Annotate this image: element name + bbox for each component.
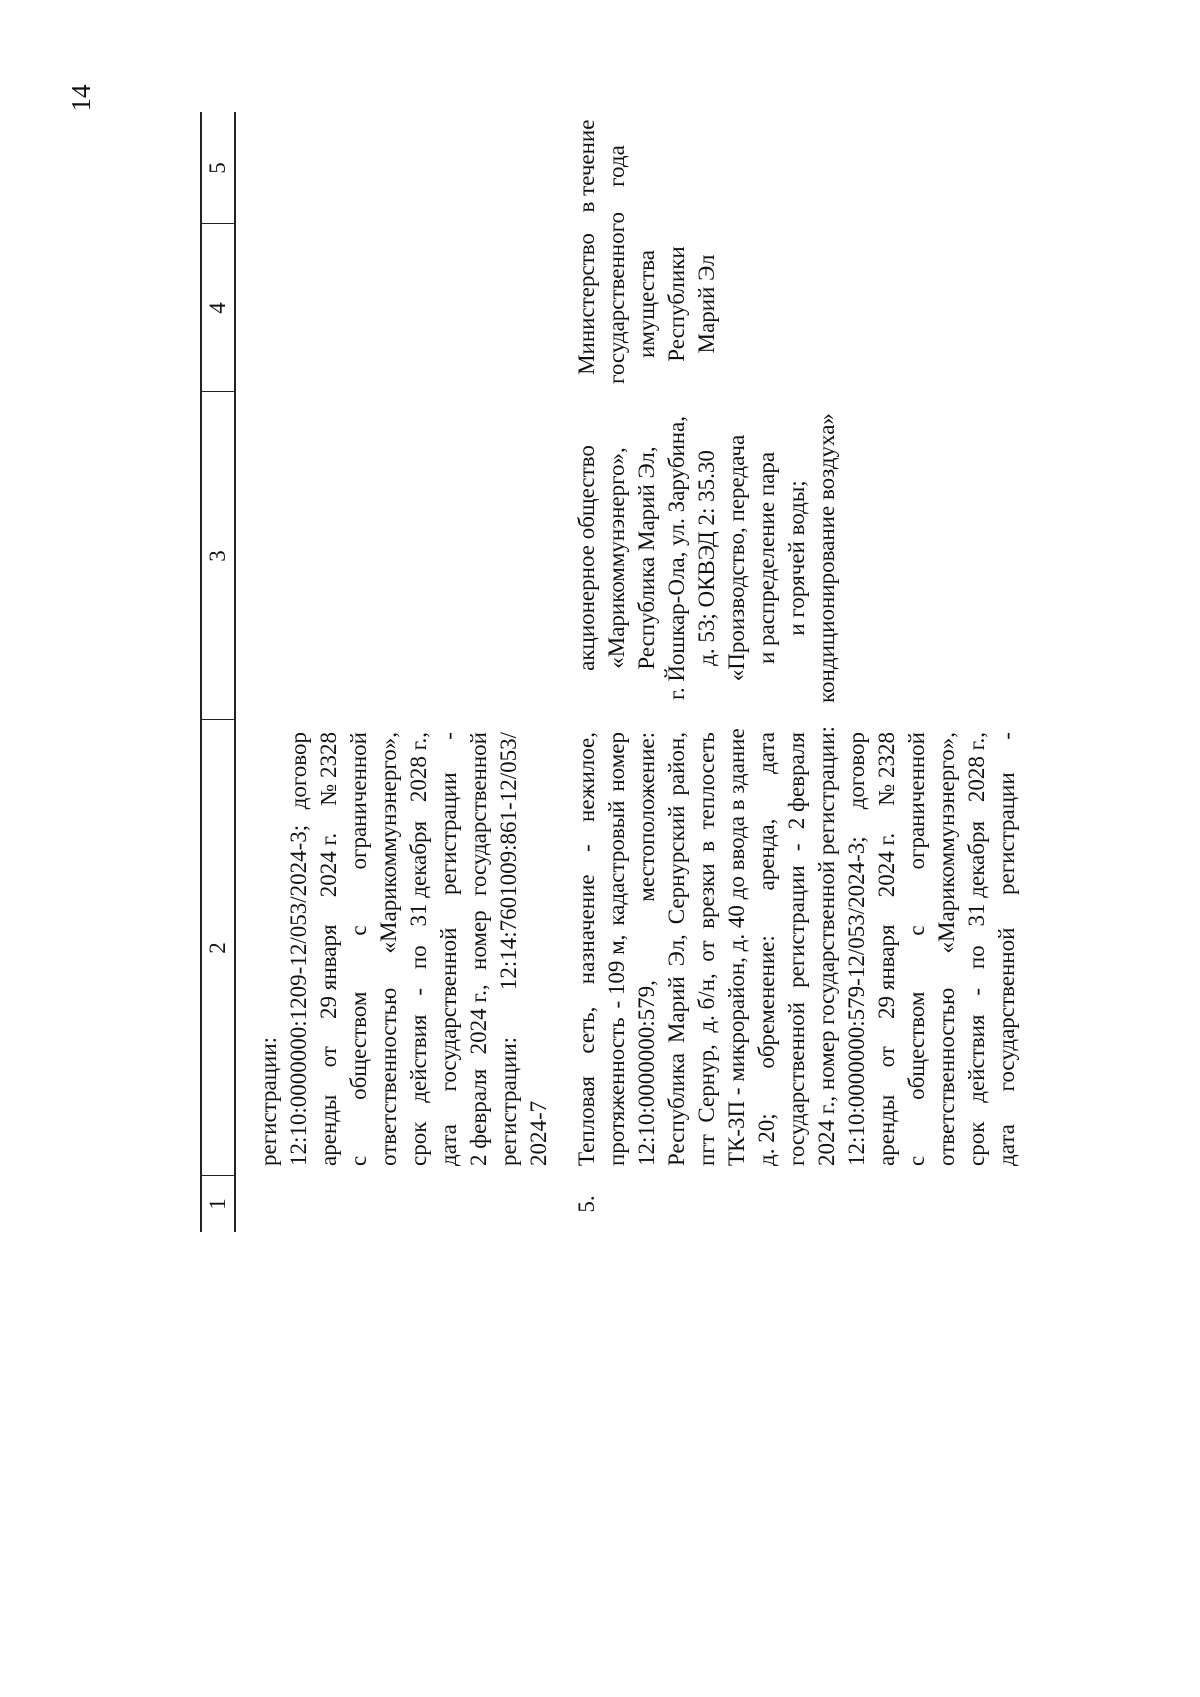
text-line	[404, 732, 434, 1166]
word: государственной	[436, 927, 461, 1092]
text-line	[434, 732, 464, 1166]
deadline-cell	[572, 112, 632, 220]
word: Эл,	[664, 934, 689, 967]
word: теплосеть	[694, 732, 719, 830]
word: -	[994, 732, 1019, 740]
text-line	[662, 732, 692, 1166]
word: регистрации	[436, 772, 461, 895]
organization-cell	[572, 398, 842, 718]
word: кадастровый	[604, 800, 629, 926]
word: 2024 г.,	[466, 984, 491, 1055]
word: 2028 г.,	[964, 732, 989, 803]
column-number-5: 5	[205, 162, 230, 174]
word: договор	[844, 732, 869, 810]
word: обременение:	[754, 935, 779, 1069]
word: № 2328	[874, 732, 899, 806]
table-sheet	[200, 112, 1190, 1232]
text-line: кондиционирование воздуха»	[814, 413, 839, 703]
word: регистрации	[994, 772, 1019, 895]
text-line: г. Йошкар-Ола, ул. Зарубина,	[664, 415, 689, 701]
word: -	[784, 843, 809, 852]
column-number-2: 2	[205, 942, 230, 954]
word: врезки	[694, 863, 719, 929]
text-line: «Производство, передача	[724, 434, 749, 682]
word: 2 февраля	[466, 1068, 491, 1166]
word: Республика	[664, 1053, 689, 1166]
word: 12:14:7601009:861-12/053/	[496, 732, 521, 991]
word: от	[694, 940, 719, 962]
word: пгт	[694, 1134, 719, 1166]
word: договор	[286, 732, 311, 810]
word: дата	[754, 732, 779, 774]
word: назначение	[574, 874, 599, 985]
word: 29 января	[874, 924, 899, 1019]
text-line	[962, 732, 992, 1166]
word: -	[964, 987, 989, 996]
word: -	[406, 987, 431, 996]
word: обществом	[346, 991, 371, 1100]
word: район,	[664, 732, 689, 796]
word: дата	[436, 1124, 461, 1166]
text-line	[992, 732, 1022, 1166]
word: ограниченной	[904, 732, 929, 870]
word: срок	[406, 1121, 431, 1166]
text-line	[572, 732, 602, 1166]
text-line: Марий Эл	[694, 254, 719, 354]
text-line	[902, 732, 932, 1166]
text-line	[524, 732, 554, 1166]
word: протяженность	[604, 1017, 629, 1166]
word: номер	[466, 910, 491, 970]
text-line	[782, 732, 812, 1166]
word: аренды	[874, 1094, 899, 1166]
word: государственной	[466, 732, 491, 896]
word: нежилое,	[574, 732, 599, 822]
word: 2 февраля	[784, 732, 809, 830]
word: от	[316, 1046, 341, 1068]
text-line: Республики	[664, 246, 689, 362]
word: по	[964, 945, 989, 970]
word: обществом	[904, 991, 929, 1100]
column-number-4: 4	[205, 302, 230, 314]
word: Марий	[664, 976, 689, 1044]
word: регистрации:	[496, 1036, 521, 1166]
word: с	[346, 925, 371, 936]
text-line	[344, 732, 374, 1166]
text-line	[374, 732, 404, 1166]
text-line: и распределение пара	[754, 451, 779, 665]
word: 29 января	[316, 924, 341, 1019]
word: по	[406, 945, 431, 970]
text-line	[692, 732, 722, 1166]
word: государственной	[784, 1002, 809, 1166]
text-line: и горячей воды;	[784, 480, 809, 636]
word: «Марикоммунэнерго»,	[376, 732, 401, 954]
word: дата	[994, 1124, 1019, 1166]
word: сеть,	[574, 1006, 599, 1054]
word: № 2328	[316, 732, 341, 806]
word: - 109 м,	[604, 934, 629, 1009]
text-line	[932, 732, 962, 1166]
text-line	[284, 732, 314, 1166]
word: 31 декабря	[406, 820, 431, 927]
text-line: года	[604, 145, 629, 187]
word: 2028 г.,	[406, 732, 431, 803]
text-line	[602, 732, 632, 1166]
word: 12:10:0000000:1209-12/053/2024-3;	[286, 824, 311, 1166]
column-number-3: 3	[205, 550, 230, 562]
word: -	[574, 844, 599, 852]
word: ограниченной	[346, 732, 371, 870]
object-description-cell	[254, 732, 554, 1166]
word: Сернурский	[664, 805, 689, 925]
word: д. 20;	[754, 1113, 779, 1166]
word: аренды	[316, 1094, 341, 1166]
word: Тепловая	[574, 1075, 599, 1166]
word: д. б/н,	[694, 973, 719, 1033]
word: ответственностью	[376, 987, 401, 1166]
text-line: государственного	[604, 212, 629, 384]
word: Сернур,	[694, 1044, 719, 1123]
responsible-body-cell	[572, 212, 722, 384]
text-line: имущества	[634, 250, 659, 358]
word: 12:10:0000000:579-12/053/2024-3;	[844, 836, 869, 1166]
word: 2024-7	[526, 1100, 551, 1166]
word: 2024 г., номер государственной регистрации:	[814, 726, 839, 1166]
word: номер	[604, 732, 629, 792]
word: в	[694, 841, 719, 852]
word: с	[904, 1155, 929, 1166]
text-line: акционерное общество	[574, 445, 599, 671]
text-line: Республика Марий Эл,	[634, 446, 659, 670]
word: аренда,	[754, 818, 779, 891]
text-line	[494, 732, 524, 1166]
word: с	[346, 1155, 371, 1166]
object-description-cell	[572, 726, 1022, 1166]
text-line	[632, 732, 662, 1166]
page-number: 14	[66, 84, 96, 112]
text-line	[254, 732, 284, 1166]
word: государственной	[994, 927, 1019, 1092]
word: 2024 г.	[874, 832, 899, 898]
text-line: Министерство	[574, 233, 599, 375]
text-line	[812, 726, 842, 1166]
word: 31 декабря	[964, 820, 989, 927]
word: 2024 г.	[316, 832, 341, 898]
text-line: «Марикоммунэнерго»,	[604, 447, 629, 669]
text-line: в течение	[574, 119, 599, 213]
word: срок	[964, 1121, 989, 1166]
word: местоположение:	[634, 732, 659, 902]
word: ТК-3П - микрорайон, д. 40 до ввода в здание	[724, 728, 749, 1166]
word: действия	[964, 1014, 989, 1103]
table-header-row	[200, 112, 236, 1232]
word: -	[436, 732, 461, 740]
word: регистрации	[784, 865, 809, 988]
text-line	[314, 732, 344, 1166]
text-line	[872, 732, 902, 1166]
word: «Марикоммунэнерго»,	[934, 732, 959, 954]
word: от	[874, 1046, 899, 1068]
word: действия	[406, 1014, 431, 1103]
text-line	[842, 732, 872, 1166]
text-line	[752, 732, 782, 1166]
text-line	[722, 728, 752, 1166]
word: 12:10:0000000:579,	[634, 980, 659, 1166]
column-number-1: 1	[205, 1198, 230, 1210]
text-line: д. 53; ОКВЭД 2: 35.30	[694, 450, 719, 666]
word: с	[904, 925, 929, 936]
row-number: 5.	[574, 1195, 599, 1213]
word: регистрации:	[256, 1036, 281, 1166]
text-line	[464, 732, 494, 1166]
word: ответственностью	[934, 987, 959, 1166]
